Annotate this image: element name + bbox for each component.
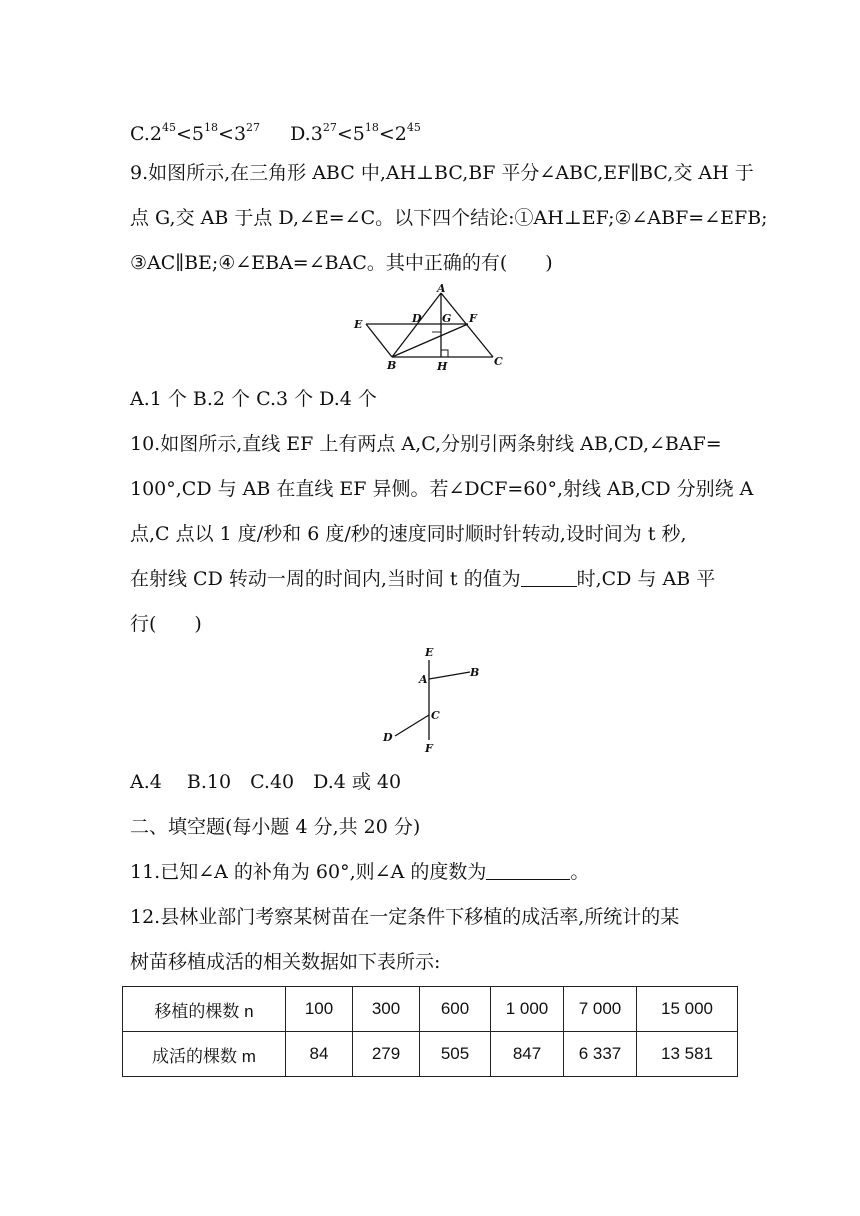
table-row: [123, 1032, 738, 1077]
q10-text-line-5: 行( ): [130, 613, 202, 635]
table-cell: 505: [420, 1032, 491, 1077]
label-e: E: [354, 318, 363, 331]
label-c: C: [431, 709, 440, 722]
table-cell: 279: [353, 1032, 420, 1077]
ray-ab: [429, 672, 470, 679]
q10-text-line-2: 100°,CD 与 AB 在直线 EF 异侧。若∠DCF=60°,射线 AB,CD 分别绕 A: [130, 478, 754, 500]
table-cell: 13 581: [637, 1032, 738, 1077]
q10-rays-figure: [374, 642, 494, 758]
q10-options: A.4 B.10 C.40 D.4 或 40: [130, 771, 402, 793]
q10-answer-blank: [521, 568, 577, 587]
label-d: D: [412, 312, 422, 325]
q8-options-line: [130, 116, 421, 146]
label-a: A: [419, 673, 428, 686]
table-cell: 15 000: [637, 987, 738, 1032]
q10-text-line-4: 在射线 CD 转动一周的时间内,当时间 t 的值为 时,CD 与 AB 平: [130, 568, 716, 590]
table-cell: 1 000: [491, 987, 564, 1032]
label-c: C: [494, 355, 503, 368]
q11-text: 11.已知∠A 的补角为 60°,则∠A 的度数为 。: [130, 861, 590, 883]
q8-option-d-expression: $3^{27}<5^{18}<2^{45}$: [310, 121, 421, 145]
label-f: F: [469, 312, 477, 325]
right-angle-mark: [441, 350, 448, 357]
q11-answer-blank: [486, 861, 570, 880]
section-2-heading: 二、填空题(每小题 4 分,共 20 分): [130, 816, 421, 838]
ray-cd: [395, 715, 429, 736]
segment-eb: [366, 324, 392, 357]
label-f: F: [425, 742, 433, 755]
q8-option-c-expression: $2^{45}<5^{18}<3^{27}$: [149, 121, 261, 145]
table-cell: 300: [353, 987, 420, 1032]
q10-text-line-1: 10.如图所示,直线 EF 上有两点 A,C,分别引两条射线 AB,CD,∠BAF=: [130, 433, 722, 455]
table-cell: 7 000: [564, 987, 637, 1032]
q9-text-line-3: ③AC∥BE;④∠EBA=∠BAC。其中正确的有( ): [130, 252, 553, 274]
row-header-survived: 成活的棵数 m: [123, 1032, 286, 1077]
q9-triangle-figure: [350, 284, 510, 374]
label-b: B: [470, 666, 480, 679]
q9-text-line-1: 9.如图所示,在三角形 ABC 中,AH⊥BC,BF 平分∠ABC,EF∥BC,交 AH 于: [130, 162, 754, 184]
table-cell: 100: [286, 987, 353, 1032]
label-g: G: [442, 312, 452, 325]
q8-option-d-label: D.: [290, 123, 311, 145]
label-e: E: [425, 646, 434, 659]
segment-bf: [392, 324, 468, 357]
segment-ab: [392, 293, 441, 357]
table-row: [123, 987, 738, 1032]
label-d: D: [383, 731, 393, 744]
label-a: A: [437, 284, 446, 295]
table-cell: 6 337: [564, 1032, 637, 1077]
q8-option-c-label: C.: [130, 123, 150, 145]
q12-text-line-2: 树苗移植成活的相关数据如下表所示:: [130, 951, 441, 973]
table-cell: 847: [491, 1032, 564, 1077]
q10-text-line-3: 点,C 点以 1 度/秒和 6 度/秒的速度同时顺时针转动,设时间为 t 秒,: [130, 523, 687, 545]
q12-text-line-1: 12.县林业部门考察某树苗在一定条件下移植的成活率,所统计的某: [130, 906, 680, 928]
q9-options: A.1 个 B.2 个 C.3 个 D.4 个: [130, 388, 377, 410]
table-cell: 600: [420, 987, 491, 1032]
label-h: H: [437, 360, 448, 373]
table-cell: 84: [286, 1032, 353, 1077]
transplant-data-table: [122, 986, 738, 1077]
q9-text-line-2: 点 G,交 AB 于点 D,∠E=∠C。以下四个结论:①AH⊥EF;②∠ABF=∠EFB;: [130, 207, 768, 229]
label-b: B: [387, 359, 397, 372]
row-header-transplanted: 移植的棵数 n: [123, 987, 286, 1032]
